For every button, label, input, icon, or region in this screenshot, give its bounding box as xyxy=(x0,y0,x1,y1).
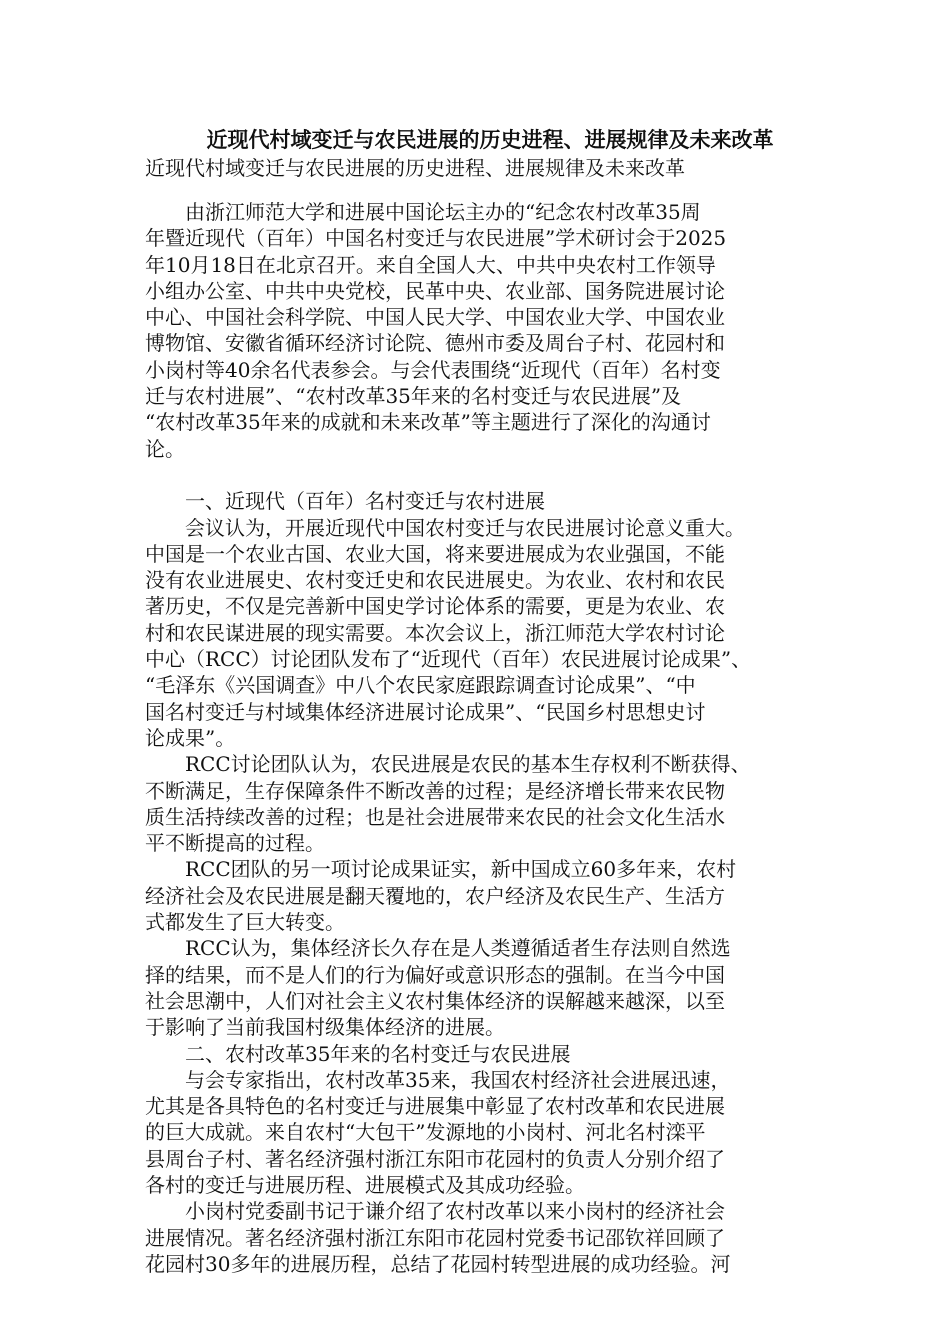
text-line: 迁与农村进展”、“农村改革35年来的名村变迁与农民进展”及 xyxy=(145,384,682,409)
text-line: 尤其是各具特色的名村变迁与进展集中彰显了农村改革和农民进展 xyxy=(145,1094,725,1119)
text-line xyxy=(145,462,805,488)
text-line: 经济社会及农民进展是翻天覆地的，农户经济及农民生产、生活方 xyxy=(145,883,725,908)
text-line: 中心（RCC）讨论团队发布了“近现代（百年）农民进展讨论成果”、 xyxy=(145,647,752,672)
text-line: 式都发生了巨大转变。 xyxy=(145,910,345,935)
text-line: 会议认为，开展近现代中国农村变迁与农民进展讨论意义重大。 xyxy=(145,515,745,540)
text-line: 一、近现代（百年）名村变迁与农村进展 xyxy=(145,489,545,514)
text-line: 县周台子村、著名经济强村浙江东阳市花园村的负责人分别介绍了 xyxy=(145,1146,725,1171)
document-subtitle: 近现代村域变迁与农民进展的历史进程、进展规律及未来改革 xyxy=(145,156,685,180)
text-line: 质生活持续改善的过程；也是社会进展带来农民的社会文化生活水 xyxy=(145,804,725,829)
text-line: 博物馆、安徽省循环经济讨论院、德州市委及周台子村、花园村和 xyxy=(145,331,725,356)
text-line: 平不断提高的过程。 xyxy=(145,831,325,856)
text-line: 中心、中国社会科学院、中国人民大学、中国农业大学、中国农业 xyxy=(145,305,725,330)
text-line: 小组办公室、中共中央党校，民革中央、农业部、国务院进展讨论 xyxy=(145,278,725,303)
text-line: 国名村变迁与村域集体经济进展讨论成果”、“民国乡村思想史讨 xyxy=(145,699,706,724)
text-line: “毛泽东《兴国调查》中八个农民家庭跟踪调查讨论成果”、“中 xyxy=(145,673,696,698)
text-line: 论。 xyxy=(145,436,185,461)
text-line: 论成果”。 xyxy=(145,725,236,750)
text-line: 年暨近现代（百年）中国名村变迁与农民进展”学术研讨会于2025 xyxy=(145,226,727,251)
text-line: 花园村30多年的进展历程，总结了花园村转型进展的成功经验。河 xyxy=(145,1251,731,1276)
text-line: 择的结果，而不是人们的行为偏好或意识形态的强制。在当今中国 xyxy=(145,962,725,987)
text-line: 小岗村等40余名代表参会。与会代表围绕“近现代（百年）名村变 xyxy=(145,357,721,382)
text-line: 二、农村改革35年来的名村变迁与农民进展 xyxy=(145,1041,571,1066)
text-line: 小岗村党委副书记于谦介绍了农村改革以来小岗村的经济社会 xyxy=(145,1199,725,1224)
text-line: 的巨大成就。来自农村“大包干”发源地的小岗村、河北名村滦平 xyxy=(145,1120,706,1145)
text-line: RCC团队的另一项讨论成果证实，新中国成立60多年来，农村 xyxy=(145,857,737,882)
text-line: “农村改革35年来的成就和未来改革”等主题进行了深化的沟通讨 xyxy=(145,410,711,435)
text-line: 各村的变迁与进展历程、进展模式及其成功经验。 xyxy=(145,1172,585,1197)
text-line: RCC讨论团队认为，农民进展是农民的基本生存权利不断获得、 xyxy=(145,752,751,777)
text-line: 由浙江师范大学和进展中国论坛主办的“纪念农村改革35周 xyxy=(145,200,701,224)
text-line: 不断满足，生存保障条件不断改善的过程；是经济增长带来农民物 xyxy=(145,778,725,803)
text-line: 进展情况。著名经济强村浙江东阳市花园村党委书记邵钦祥回顾了 xyxy=(145,1225,725,1250)
text-line: 社会思潮中，人们对社会主义农村集体经济的误解越来越深，以至 xyxy=(145,988,725,1013)
text-line: 著历史，不仅是完善新中国史学讨论体系的需要，更是为农业、农 xyxy=(145,594,725,619)
document-body xyxy=(145,199,805,1277)
text-line: 中国是一个农业古国、农业大国，将来要进展成为农业强国，不能 xyxy=(145,541,725,566)
text-line: RCC认为，集体经济长久存在是人类遵循适者生存法则自然选 xyxy=(145,936,731,961)
document-title: 近现代村域变迁与农民进展的历史进程、进展规律及未来改革 xyxy=(206,127,774,152)
text-line: 于影响了当前我国村级集体经济的进展。 xyxy=(145,1015,505,1040)
text-line: 年10月18日在北京召开。来自全国人大、中共中央农村工作领导 xyxy=(145,252,716,277)
text-line: 与会专家指出，农村改革35来，我国农村经济社会进展迅速， xyxy=(145,1067,731,1092)
text-line: 没有农业进展史、农村变迁史和农民进展史。为农业、农村和农民 xyxy=(145,568,725,593)
text-line: 村和农民谋进展的现实需要。本次会议上，浙江师范大学农村讨论 xyxy=(145,620,725,645)
